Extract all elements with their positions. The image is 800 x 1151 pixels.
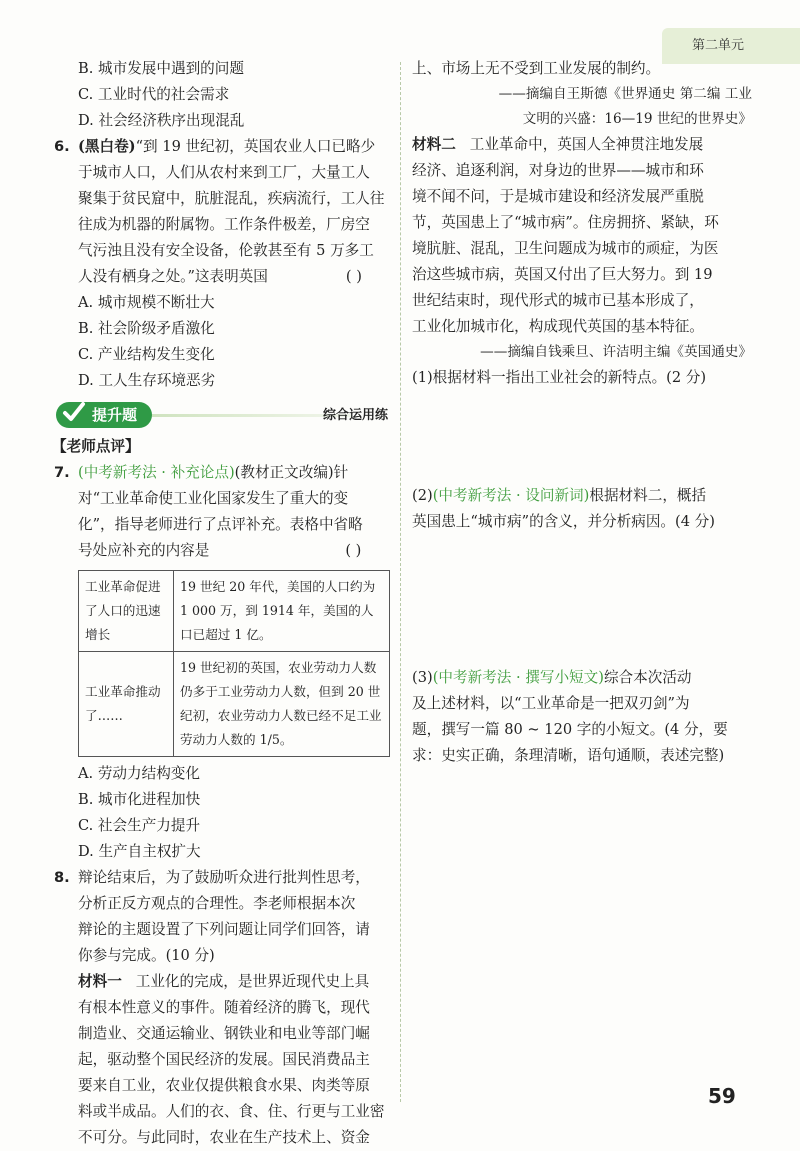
material-line: 工业化加城市化，构成现代英国的基本特征。 (412, 318, 704, 335)
table-row (79, 571, 390, 652)
q5-option-c: C. 工业时代的社会需求 (78, 86, 230, 103)
question-7 (52, 460, 392, 486)
material-line: 境肮脏、混乱，卫生问题成为城市的顽症，为医 (412, 240, 719, 257)
subquestion-number: (3) (412, 669, 433, 686)
section-label: 【老师点评】 (52, 438, 140, 455)
material-label: 材料一 (78, 973, 122, 990)
material-label: 材料二 (412, 136, 456, 153)
table-row (79, 652, 390, 757)
section-subtitle: 综合运用练 (322, 408, 388, 423)
question-tag: (中考新考法 · 补充论点) (78, 464, 235, 481)
question-text-line: 对“工业革命使工业化国家发生了重大的变 (78, 490, 349, 507)
question-text-line: 于城市人口，人们从农村来到工厂，大量工人 (78, 164, 370, 181)
right-column (412, 56, 752, 969)
subquestion-text-line: 及上述材料，以“工业革命是一把双刃剑”为 (412, 695, 690, 712)
q7-option-b[interactable]: B. 城市化进程加快 (78, 791, 201, 808)
subquestion-1: (1)根据材料一指出工业社会的新特点。(2 分) (412, 369, 707, 386)
material-line (412, 132, 752, 158)
material-line: 境不闻不问，于是城市建设和经济发展严重脱 (412, 188, 704, 205)
question-text-line: 气污浊且没有安全设备，伦敦甚至有 5 万多工 (78, 242, 374, 259)
material-text: 工业化的完成，是世界近现代史上具 (135, 973, 370, 990)
material-line: 要来自工业，农业仅提供粮食水果、肉类等原 (78, 1077, 370, 1094)
q6-option-c[interactable]: C. 产业结构发生变化 (78, 346, 215, 363)
material-line: 有根本性意义的事件。随着经济的腾飞，现代 (78, 999, 370, 1016)
material-line: 料或半成品。人们的衣、食、住、行更与工业密 (78, 1103, 385, 1120)
question-number: 8. (54, 869, 70, 886)
material-line: 治这些城市病，英国又付出了巨大努力。到 19 (412, 266, 713, 283)
question-number: 6. (54, 138, 70, 155)
material-line: 节，英国患上了“城市病”。住房拥挤、紧缺，环 (412, 214, 719, 231)
question-text-line: 聚集于贫民窟中，肮脏混乱，疾病流行，工人往 (78, 190, 385, 207)
answer-blank[interactable]: ( ) (345, 268, 362, 285)
question-text-line: 辩论的主题设置了下列问题让同学们回答，请 (78, 921, 370, 938)
question-text-line: 分析正反方观点的合理性。李老师根据本次 (78, 895, 356, 912)
q7-option-d[interactable]: D. 生产自主权扩大 (78, 843, 201, 860)
subquestion-text: 根据材料二，概括 (589, 487, 707, 504)
material-line: 经济、追逐利润，对身边的世界——城市和环 (412, 162, 704, 179)
question-8 (52, 865, 392, 891)
question-tag: (中考新考法 · 撰写小短文) (432, 669, 604, 686)
q6-option-d[interactable]: D. 工人生存环境恶劣 (78, 372, 216, 389)
subquestion-text: 综合本次活动 (603, 669, 692, 686)
table-cell: 19 世纪 20 年代，美国的人口约为 1 000 万，到 1914 年，美国的人口已超过 1 亿。 (174, 571, 390, 652)
column-divider (400, 62, 401, 1102)
subquestion-number: (2) (412, 487, 433, 504)
answer-area-3[interactable] (412, 769, 752, 969)
answer-blank[interactable]: ( ) (345, 542, 362, 559)
question-text-line: 你参与完成。(10 分) (78, 947, 215, 964)
question-6 (52, 134, 392, 160)
unit-header: 第二单元 (662, 28, 800, 64)
table-cell: 工业革命促进了人口的迅速增长 (79, 571, 174, 652)
question-text-line (52, 264, 392, 290)
question-text: 针 (333, 464, 349, 481)
comparison-table (78, 570, 390, 757)
subquestion-2 (412, 483, 752, 509)
material-line: 不可分。与此同时，农业在生产技术上、资金 (78, 1129, 370, 1146)
subquestion-text-line: 英国患上“城市病”的含义，并分析病因。(4 分) (412, 513, 715, 530)
material-source: ——摘编自王斯德《世界通史 第二编 工业 (498, 86, 752, 102)
question-text-line (52, 538, 392, 564)
q5-option-d: D. 社会经济秩序出现混乱 (78, 112, 245, 129)
subquestion-text-line: 题，撰写一篇 80 ~ 120 字的小短文。(4 分，要 (412, 721, 728, 738)
material-source: 文明的兴盛：16—19 世纪的世界史》 (522, 111, 752, 127)
checkmark-icon (62, 400, 86, 424)
question-tag: (黑白卷) (78, 138, 136, 155)
q6-option-a[interactable]: A. 城市规模不断壮大 (78, 294, 215, 311)
question-text: 辩论结束后，为了鼓励听众进行批判性思考， (78, 869, 370, 886)
section-badge: 提升题 (56, 402, 152, 428)
table-cell: 工业革命推动了…… (79, 652, 174, 757)
page-number: 59 (708, 1084, 736, 1108)
q6-option-b[interactable]: B. 社会阶级矛盾激化 (78, 320, 215, 337)
subquestion-text-line: 求：史实正确，条理清晰，语句通顺，表述完整) (412, 747, 725, 764)
question-text-line: 化”，指导老师进行了点评补充。表格中省略 (78, 516, 363, 533)
material-source: ——摘编自钱乘旦、许洁明主编《英国通史》 (480, 344, 752, 360)
material-line: 世纪结束时，现代形式的城市已基本形成了， (412, 292, 704, 309)
material-line: 起，驱动整个国民经济的发展。国民消费品主 (78, 1051, 370, 1068)
answer-area-2[interactable] (412, 535, 752, 665)
question-text-line: 往成为机器的附属物。工作条件极差，厂房空 (78, 216, 370, 233)
table-cell: 19 世纪初的英国，农业劳动力人数仍多于工业劳动力人数，但到 20 世纪初，农业劳动力人数已经不足工业劳动力人数的 1/5。 (174, 652, 390, 757)
question-source: (教材正文改编) (234, 464, 334, 481)
material-text: 工业革命中，英国人全神贯注地发展 (469, 136, 704, 153)
question-text: 号处应补充的内容是 (78, 542, 210, 559)
question-text: 人没有栖身之处。”这表明英国 (78, 268, 268, 285)
q7-option-a[interactable]: A. 劳动力结构变化 (78, 765, 200, 782)
material-line: 上、市场上无不受到工业发展的制约。 (412, 60, 661, 77)
section-banner (52, 400, 392, 430)
question-tag: (中考新考法 · 设问新词) (432, 487, 590, 504)
question-text-line: “到 19 世纪初，英国农业人口已略少 (135, 138, 376, 155)
left-column (52, 56, 392, 1151)
answer-area-1[interactable] (412, 391, 752, 483)
q5-option-b: B. 城市发展中遇到的问题 (78, 60, 244, 77)
subquestion-3 (412, 665, 752, 691)
question-number: 7. (54, 464, 70, 481)
q7-option-c[interactable]: C. 社会生产力提升 (78, 817, 201, 834)
material-line: 制造业、交通运输业、钢铁业和电业等部门崛 (78, 1025, 370, 1042)
material-line (52, 969, 392, 995)
